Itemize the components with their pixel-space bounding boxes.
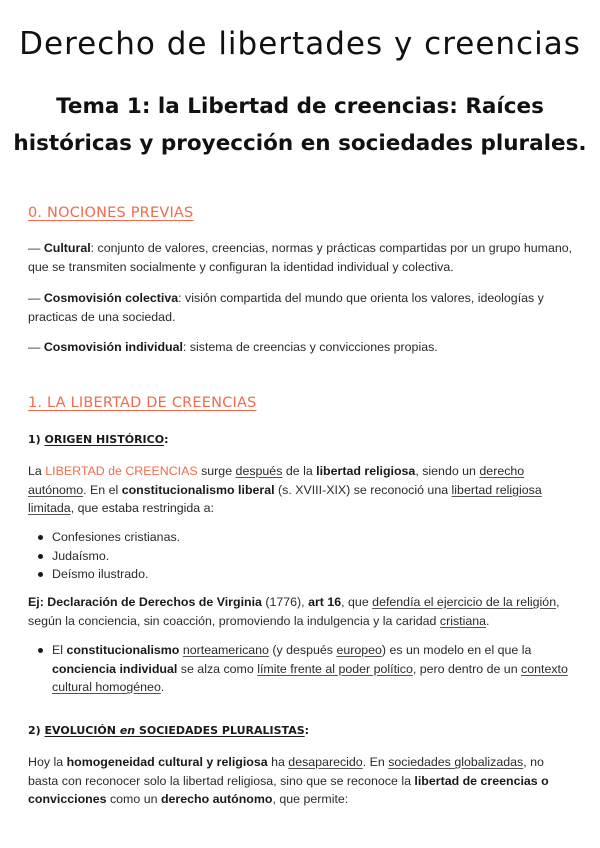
subheading-evolucion (28, 722, 309, 741)
underlined-text: europeo (336, 643, 382, 657)
highlight-libertad-creencias: LIBERTAD de CREENCIAS (45, 464, 198, 478)
bold-text: art 16 (308, 595, 342, 609)
text: . En el (83, 482, 122, 497)
text: (s. XVIII-XIX) se reconoció una (274, 482, 452, 497)
subheading-part: en (119, 724, 136, 737)
underlined-text: límite frente al poder político (257, 661, 413, 676)
term-cultural: Cultural (43, 241, 91, 255)
subheading-part: EVOLUCIÓN (44, 724, 120, 737)
bold-text: Declaración de Derechos de Virginia (47, 595, 262, 609)
subheading-colon: : (164, 433, 169, 446)
section-1-heading: 1. LA LIBERTAD DE CREENCIAS (28, 395, 257, 411)
subheading-part: SOCIEDADES PLURALISTAS (135, 724, 305, 737)
definition-cosmovision-colectiva (28, 289, 573, 326)
underlined-text: norteamericano (182, 643, 269, 657)
example-label: Ej: (28, 595, 48, 609)
dash: — (28, 291, 41, 305)
text: (1776), (261, 595, 309, 609)
text: , no basta con reconocer solo la libertad religiosa, sino que se reconoce la (28, 755, 544, 788)
underlined-text: cristiana (439, 613, 487, 628)
bold-text: libertad de creencias o convicciones (28, 773, 549, 806)
definition-cosmovision-individual (28, 338, 573, 357)
text: ) es un modelo en el que la (381, 643, 532, 657)
bold-text: conciencia individual (52, 661, 178, 676)
text: se alza como (177, 661, 258, 676)
underlined-text: derecho autónomo (28, 464, 525, 497)
text: , que (341, 595, 373, 609)
definition-cultural (28, 239, 573, 276)
text: (y después (268, 643, 337, 657)
bullet-constitucionalismo (28, 641, 573, 697)
definition-text: : visión compartida del mundo que orienta los valores, ideologías y practicas de una sociedad. (28, 291, 544, 324)
bold-text: constitucionalismo (66, 643, 180, 657)
subheading-label (45, 724, 305, 737)
underlined-text: sociedades globalizadas (388, 755, 524, 769)
text: . En (362, 755, 389, 769)
subheading-origen-historico (28, 431, 168, 450)
text: , pero dentro de un (412, 661, 522, 676)
paragraph-evolucion (28, 753, 573, 809)
dash: — (28, 340, 41, 354)
text: ha (267, 755, 289, 769)
text: como un (106, 792, 161, 806)
document-title: Derecho de libertades y creencias (19, 26, 581, 62)
text: de la (282, 464, 317, 478)
text: . (160, 680, 165, 694)
underlined-text: contexto cultural homogéneo (52, 661, 568, 694)
restriction-list (28, 528, 573, 584)
text: , que estaba restringida a: (70, 501, 214, 515)
underlined-text: defendía el ejercicio de la religión (372, 595, 557, 609)
subheading-number: 2) (28, 724, 45, 737)
text: , que permite: (272, 792, 349, 806)
term-cosmovision-individual: Cosmovisión individual (43, 340, 183, 354)
dash: — (28, 241, 41, 255)
bold-text: constitucionalismo liberal (121, 482, 275, 497)
text: El (52, 643, 67, 657)
underlined-text: desaparecido (288, 755, 363, 769)
term-cosmovision-colectiva: Cosmovisión colectiva (43, 291, 179, 305)
bold-text: libertad religiosa (316, 464, 416, 478)
text: , siendo un (415, 464, 480, 478)
subheading-label: ORIGEN HISTÓRICO (44, 433, 165, 446)
underlined-text: libertad religiosa limitada (28, 482, 542, 515)
text: Hoy la (28, 755, 67, 769)
bold-text: homogeneidad cultural y religiosa (66, 755, 268, 769)
paragraph-origen (28, 462, 573, 518)
list-item: Judaísmo. (52, 547, 573, 566)
list-item: Confesiones cristianas. (52, 528, 573, 547)
example-virginia (28, 593, 573, 630)
list-item (52, 641, 573, 697)
text: surge (197, 464, 236, 478)
topic-title: Tema 1: la Libertad de creencias: Raíces históricas y proyección en sociedades plurales. (13, 94, 587, 156)
subheading-colon: : (304, 724, 310, 737)
bold-text: derecho autónomo (160, 792, 273, 806)
text: , según la conciencia, sin coacción, promoviendo la indulgencia y la caridad (28, 595, 560, 628)
definition-text: : conjunto de valores, creencias, normas y prácticas compartidas por un grupo humano, que se transmiten socialmente y configuran la identidad individual y colectiva. (28, 241, 573, 274)
section-0-heading: 0. NOCIONES PREVIAS (28, 205, 194, 221)
text: . (486, 613, 490, 628)
definition-text: : sistema de creencias y convicciones propias. (182, 340, 438, 354)
text: La (28, 464, 46, 478)
subheading-number: 1) (28, 433, 45, 446)
list-item: Deísmo ilustrado. (52, 565, 573, 584)
underlined-text: después (235, 464, 283, 478)
